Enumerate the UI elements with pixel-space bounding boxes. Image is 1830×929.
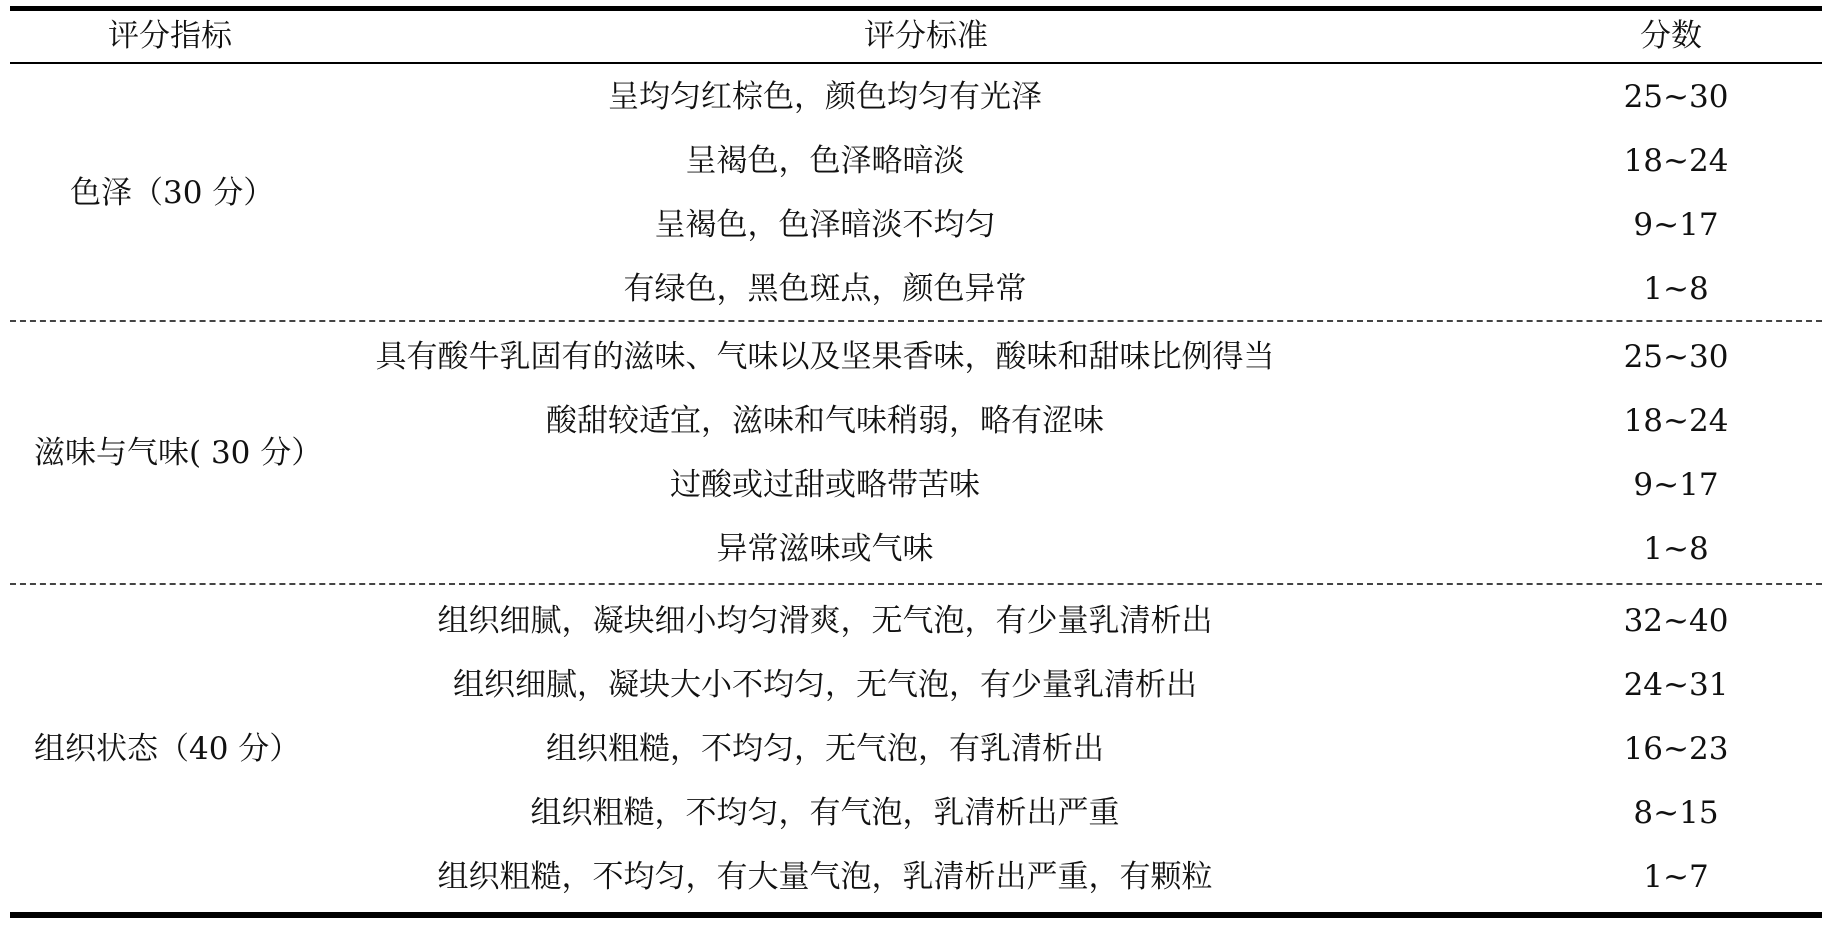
score-cell: 24~31 — [1623, 667, 1729, 703]
group-divider — [10, 583, 1822, 585]
criterion-cell: 组织细腻，凝块细小均匀滑爽，无气泡，有少量乳清析出 — [437, 603, 1213, 639]
criterion-cell: 呈褐色，色泽略暗淡 — [685, 143, 965, 179]
score-cell: 25~30 — [1623, 339, 1729, 375]
category-texture: 组织状态（40 分） — [34, 731, 301, 767]
criterion-cell: 呈褐色，色泽暗淡不均匀 — [654, 207, 996, 243]
score-cell: 18~24 — [1623, 143, 1729, 179]
header-scoring-index: 评分指标 — [108, 18, 232, 54]
criterion-cell: 组织粗糙，不均匀，有大量气泡，乳清析出严重，有颗粒 — [437, 859, 1213, 895]
category-taste-and-smell: 滋味与气味( 30 分） — [34, 435, 323, 471]
score-cell: 8~15 — [1633, 795, 1719, 831]
score-cell: 16~23 — [1623, 731, 1729, 767]
criterion-cell: 具有酸牛乳固有的滋味、气味以及坚果香味，酸味和甜味比例得当 — [375, 339, 1275, 375]
category-color: 色泽（30 分） — [70, 175, 275, 211]
score-cell: 25~30 — [1623, 79, 1729, 115]
score-cell: 32~40 — [1623, 603, 1729, 639]
criterion-cell: 组织粗糙，不均匀，有气泡，乳清析出严重 — [530, 795, 1120, 831]
group-divider — [10, 320, 1822, 322]
criterion-cell: 异常滋味或气味 — [716, 531, 934, 567]
criterion-cell: 组织粗糙，不均匀，无气泡，有乳清析出 — [546, 731, 1104, 767]
header-rule — [10, 62, 1822, 64]
score-cell: 1~8 — [1643, 531, 1709, 567]
criterion-cell: 呈均匀红棕色，颜色均匀有光泽 — [608, 79, 1042, 115]
score-cell: 18~24 — [1623, 403, 1729, 439]
header-scoring-criteria: 评分标准 — [864, 18, 988, 54]
score-cell: 1~8 — [1643, 271, 1709, 307]
criterion-cell: 酸甜较适宜，滋味和气味稍弱，略有涩味 — [546, 403, 1104, 439]
score-cell: 9~17 — [1633, 467, 1719, 503]
criterion-cell: 有绿色，黑色斑点，颜色异常 — [623, 271, 1027, 307]
top-rule — [10, 6, 1822, 11]
score-cell: 9~17 — [1633, 207, 1719, 243]
header-score: 分数 — [1640, 18, 1702, 54]
criterion-cell: 组织细腻，凝块大小不均匀，无气泡，有少量乳清析出 — [453, 667, 1197, 703]
criterion-cell: 过酸或过甜或略带苦味 — [670, 467, 980, 503]
bottom-rule — [10, 912, 1822, 918]
score-cell: 1~7 — [1643, 859, 1709, 895]
